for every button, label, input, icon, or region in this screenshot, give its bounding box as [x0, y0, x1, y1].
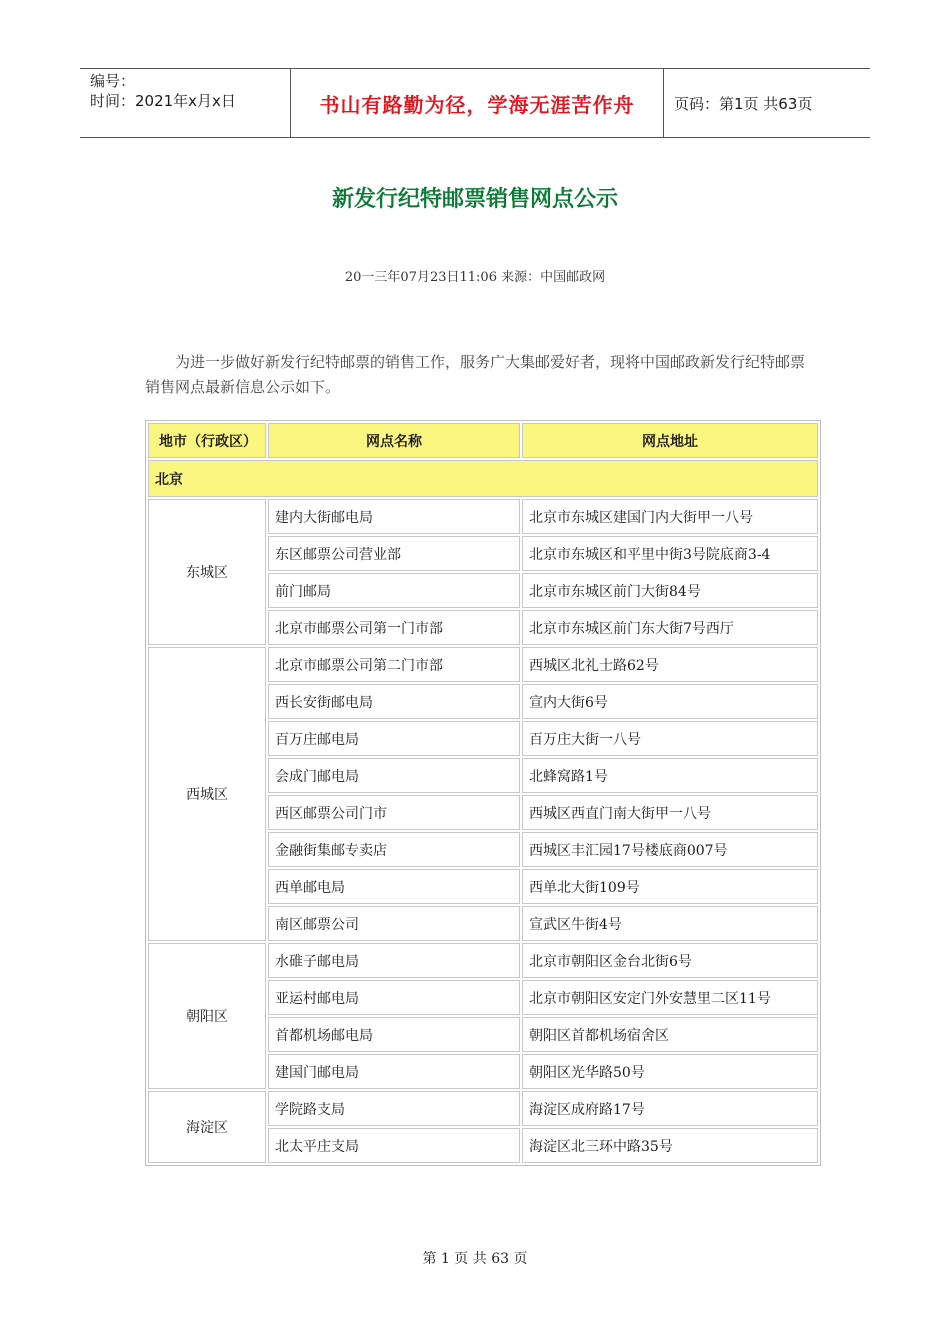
number-label: 编号：	[90, 72, 136, 90]
outlet-address-cell: 宣内大街6号	[522, 684, 818, 719]
outlet-address-cell: 西城区北礼士路62号	[522, 647, 818, 682]
outlet-name-cell: 北京市邮票公司第二门市部	[268, 647, 520, 682]
outlet-name-cell: 会成门邮电局	[268, 758, 520, 793]
outlet-address-cell: 北蜂窝路1号	[522, 758, 818, 793]
intro-paragraph	[145, 350, 815, 400]
header-outlet-address: 网点地址	[522, 423, 818, 458]
outlet-address-cell: 西城区西直门南大街甲一八号	[522, 795, 818, 830]
outlet-address-cell: 海淀区成府路17号	[522, 1091, 818, 1126]
outlet-address-cell: 北京市东城区前门东大街7号西厅	[522, 610, 818, 645]
header-right	[664, 69, 812, 137]
outlet-address-cell: 宣武区牛街4号	[522, 906, 818, 941]
header-left	[80, 69, 290, 137]
outlet-name-cell: 建内大街邮电局	[268, 499, 520, 534]
time-label: 时间：2021年x月x日	[90, 92, 236, 110]
table-header-row	[148, 423, 818, 458]
outlet-name-cell: 西单邮电局	[268, 869, 520, 904]
page-info: 页码：第1页 共63页	[674, 94, 813, 113]
outlet-name-cell: 前门邮局	[268, 573, 520, 608]
header-middle	[290, 69, 664, 137]
page-title: 新发行纪特邮票销售网点公示	[331, 187, 618, 212]
table-row	[148, 647, 818, 682]
outlet-address-cell: 百万庄大街一八号	[522, 721, 818, 756]
header-district: 地市（行政区）	[148, 423, 266, 458]
outlet-name-cell: 西长安街邮电局	[268, 684, 520, 719]
table-row	[148, 499, 818, 534]
outlet-address-cell: 海淀区北三环中路35号	[522, 1128, 818, 1163]
motto: 书山有路勤为径，学海无涯苦作舟	[319, 92, 635, 117]
page-footer: 第 1 页 共 63 页	[422, 1251, 528, 1267]
outlet-address-cell: 朝阳区光华路50号	[522, 1054, 818, 1089]
table-row	[148, 1091, 818, 1126]
outlet-name-cell: 首都机场邮电局	[268, 1017, 520, 1052]
outlet-table	[145, 420, 821, 1166]
outlet-name-cell: 学院路支局	[268, 1091, 520, 1126]
outlet-address-cell: 北京市东城区和平里中街3号院底商3-4	[522, 536, 818, 571]
outlet-name-cell: 水碓子邮电局	[268, 943, 520, 978]
outlet-address-cell: 朝阳区首都机场宿舍区	[522, 1017, 818, 1052]
district-cell: 朝阳区	[148, 943, 266, 1089]
intro-text: 为进一步做好新发行纪特邮票的销售工作，服务广大集邮爱好者，现将中国邮政新发行纪特邮票销售网点最新信息公示如下。	[145, 353, 806, 396]
publish-meta: 20一三年07月23日11:06 来源：中国邮政网	[344, 270, 606, 285]
outlet-name-cell: 亚运村邮电局	[268, 980, 520, 1015]
district-cell: 海淀区	[148, 1091, 266, 1163]
outlet-name-cell: 南区邮票公司	[268, 906, 520, 941]
district-cell: 西城区	[148, 647, 266, 941]
table-row	[148, 943, 818, 978]
outlet-name-cell: 北太平庄支局	[268, 1128, 520, 1163]
outlet-address-cell: 北京市东城区前门大街84号	[522, 573, 818, 608]
region-row	[148, 460, 818, 497]
outlet-address-cell: 西城区丰汇园17号楼底商007号	[522, 832, 818, 867]
header-outlet-name: 网点名称	[268, 423, 520, 458]
region-label: 北京	[148, 460, 818, 497]
district-cell: 东城区	[148, 499, 266, 645]
outlet-address-cell: 西单北大街109号	[522, 869, 818, 904]
outlet-name-cell: 西区邮票公司门市	[268, 795, 520, 830]
outlet-address-cell: 北京市东城区建国门内大街甲一八号	[522, 499, 818, 534]
outlet-name-cell: 东区邮票公司营业部	[268, 536, 520, 571]
outlet-name-cell: 金融街集邮专卖店	[268, 832, 520, 867]
outlet-address-cell: 北京市朝阳区金台北街6号	[522, 943, 818, 978]
outlet-name-cell: 建国门邮电局	[268, 1054, 520, 1089]
outlet-address-cell: 北京市朝阳区安定门外安慧里二区11号	[522, 980, 818, 1015]
document-header	[80, 68, 870, 138]
outlet-name-cell: 北京市邮票公司第一门市部	[268, 610, 520, 645]
outlet-name-cell: 百万庄邮电局	[268, 721, 520, 756]
